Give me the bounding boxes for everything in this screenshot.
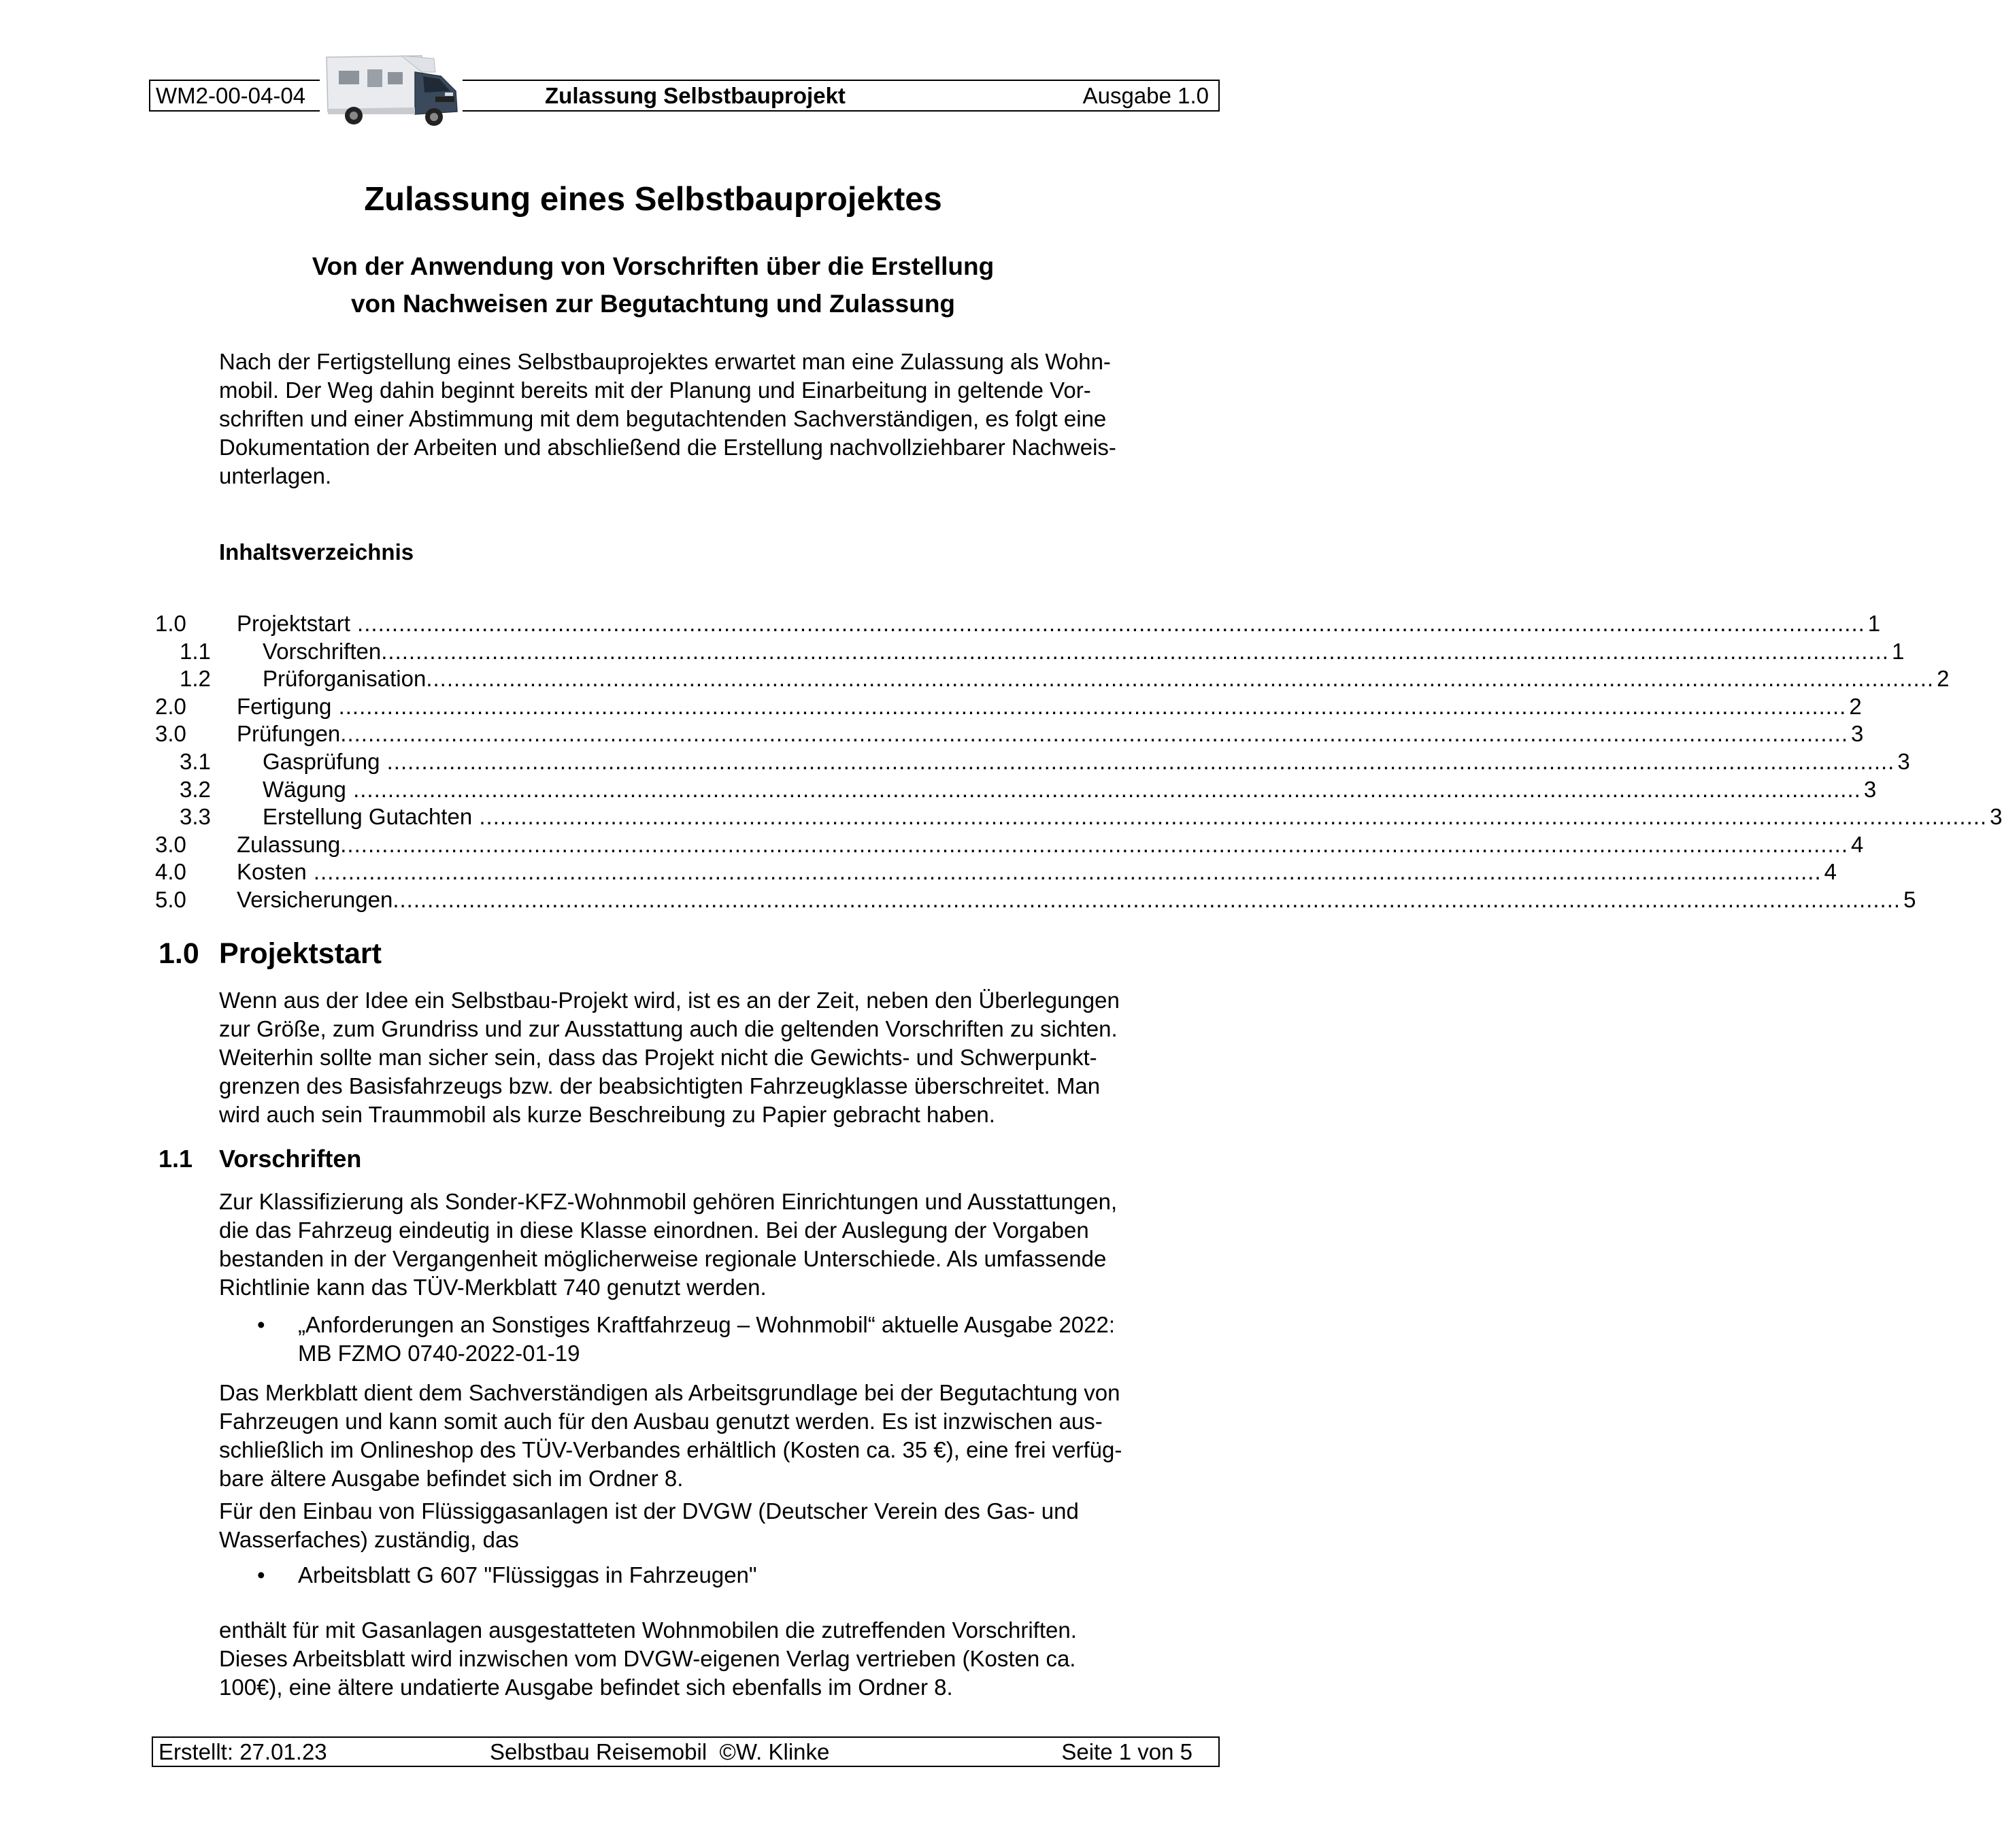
toc-leader: .......................................................................................................................................................................................................................... (472, 804, 1988, 830)
toc-entry[interactable] (155, 638, 1905, 666)
toc-number: 3.1 (180, 748, 211, 774)
toc-leader: .......................................................................................................................................................................................................................... (381, 638, 1889, 664)
subsection-heading (159, 1145, 361, 1173)
toc-page: 4 (1824, 859, 1837, 885)
header-edition: Ausgabe 1.0 (1082, 83, 1209, 108)
text-line: Arbeitsblatt G 607 "Flüssiggas in Fahrzeugen" (298, 1562, 757, 1587)
footer-created: Erstellt: 27.01.23 (159, 1739, 327, 1764)
document-title: Zulassung eines Selbstbauprojektes (364, 181, 942, 218)
toc-entry[interactable] (155, 610, 1881, 638)
toc-number: 3.0 (155, 721, 186, 747)
section-heading (159, 937, 382, 971)
toc-page: 3 (1851, 721, 1864, 747)
toc-text: Projektstart (237, 611, 350, 636)
toc-number: 3.3 (180, 804, 211, 830)
bullet-icon: • (257, 1312, 265, 1337)
toc-text: Gasprüfung (263, 748, 380, 774)
toc-text: Fertigung (237, 693, 332, 719)
section-number: 1.1 (159, 1145, 193, 1173)
text-line: Nach der Fertigstellung eines Selbstbauprojektes erwartet man eine Zulassung als Wohn- (219, 349, 1111, 374)
toc-page: 2 (1849, 693, 1862, 719)
text-line: mobil. Der Weg dahin beginnt bereits mit der Planung und Einarbeitung in geltende Vor- (219, 377, 1091, 403)
intro-paragraph (219, 348, 1199, 490)
toc-number: 1.1 (180, 638, 211, 664)
document-subtitle (0, 248, 1306, 322)
toc-leader: .......................................................................................................................................................................................................................... (306, 859, 1822, 885)
toc-text: Prüfungen (237, 721, 341, 747)
toc-entry[interactable] (155, 693, 1862, 721)
text-line: Fahrzeugen und kann somit auch für den Ausbau genutzt werden. Es ist inzwischen aus- (219, 1409, 1103, 1434)
toc-text: Versicherungen (237, 886, 393, 912)
toc-page: 3 (1863, 776, 1877, 802)
footer-page-number: Seite 1 von 5 (1061, 1739, 1192, 1764)
toc-leader: .......................................................................................................................................................................................................................... (346, 776, 1861, 802)
text-line: 100€), eine ältere undatierte Ausgabe befindet sich ebenfalls im Ordner 8. (219, 1675, 953, 1700)
text-line: Wasserfaches) zuständig, das (219, 1527, 519, 1552)
text-line: schriften und einer Abstimmung mit dem begutachtenden Sachverständigen, es folgt eine (219, 406, 1107, 431)
footer-copyright: Selbstbau Reisemobil ©W. Klinke (490, 1739, 830, 1764)
toc-entry[interactable] (155, 720, 1864, 748)
toc-text: Prüforganisation (263, 666, 427, 692)
text-line: Richtlinie kann das TÜV-Merkblatt 740 genutzt werden. (219, 1275, 767, 1300)
section-paragraph (219, 1379, 1199, 1493)
page-footer (152, 1736, 1220, 1767)
toc-leader: .......................................................................................................................................................................................................................... (340, 831, 1848, 857)
toc-number: 1.2 (180, 666, 211, 692)
motorhome-logo (320, 49, 463, 129)
text-line: „Anforderungen an Sonstiges Kraftfahrzeug – Wohnmobil“ aktuelle Ausgabe 2022: (298, 1312, 1116, 1337)
toc-page: 1 (1891, 638, 1905, 664)
page-header (149, 80, 1220, 112)
text-line: Dieses Arbeitsblatt wird inzwischen vom DVGW-eigenen Verlag vertrieben (Kosten ca. (219, 1646, 1076, 1671)
toc-leader: .......................................................................................................................................................................................................................... (380, 748, 1895, 774)
bullet-text (298, 1311, 1223, 1368)
toc-page: 5 (1903, 886, 1916, 912)
toc-leader: .......................................................................................................................................................................................................................... (340, 721, 1849, 747)
toc-text: Erstellung Gutachten (263, 804, 473, 830)
section-number: 1.0 (159, 937, 199, 970)
text-line: unterlagen. (219, 463, 332, 488)
text-line: die das Fahrzeug eindeutig in diese Klasse einordnen. Bei der Auslegung der Vorgaben (219, 1217, 1089, 1243)
toc-number: 1.0 (155, 611, 186, 636)
text-line: zur Größe, zum Grundriss und zur Ausstattung auch die geltenden Vorschriften zu sichten. (219, 1016, 1118, 1041)
toc-entry[interactable] (155, 776, 1877, 804)
toc-entry[interactable] (155, 886, 1916, 914)
text-line: wird auch sein Traummobil als kurze Beschreibung zu Papier gebracht haben. (219, 1102, 995, 1127)
toc-page: 2 (1937, 666, 1950, 692)
toc-entry[interactable] (155, 831, 1864, 859)
text-line: Zur Klassifizierung als Sonder-KFZ-Wohnmobil gehören Einrichtungen und Ausstattungen, (219, 1189, 1118, 1214)
header-doc-id: WM2-00-04-04 (156, 83, 306, 108)
toc-text: Zulassung (237, 831, 341, 857)
toc-leader: .......................................................................................................................................................................................................................... (350, 611, 1865, 636)
text-line: schließlich im Onlineshop des TÜV-Verbandes erhältlich (Kosten ca. 35 €), eine frei verfüg- (219, 1437, 1122, 1462)
section-title: Projektstart (219, 937, 382, 970)
text-line: bestanden in der Vergangenheit möglicherweise regionale Unterschiede. Als umfassende (219, 1246, 1107, 1271)
toc-leader: .......................................................................................................................................................................................................................... (393, 886, 1901, 912)
toc-page: 3 (1897, 748, 1910, 774)
toc-number: 3.0 (155, 831, 186, 857)
toc-leader: .......................................................................................................................................................................................................................... (426, 666, 1935, 692)
text-line: bare ältere Ausgabe befindet sich im Ordner 8. (219, 1466, 684, 1491)
toc-page: 4 (1851, 831, 1864, 857)
section-title: Vorschriften (219, 1145, 362, 1173)
toc-text: Wägung (263, 776, 346, 802)
text-line: enthält für mit Gasanlagen ausgestatteten Wohnmobilen die zutreffenden Vorschriften. (219, 1617, 1077, 1643)
section-paragraph (219, 1497, 1199, 1554)
toc-title: Inhaltsverzeichnis (219, 539, 414, 565)
toc-entry[interactable] (155, 748, 1910, 776)
section-paragraph (219, 1188, 1199, 1302)
toc-number: 2.0 (155, 693, 186, 719)
text-line: Wenn aus der Idee ein Selbstbau-Projekt wird, ist es an der Zeit, neben den Überlegungen (219, 988, 1120, 1013)
toc-text: Vorschriften (263, 638, 382, 664)
text-line: Für den Einbau von Flüssiggasanlagen ist der DVGW (Deutscher Verein des Gas- und (219, 1498, 1079, 1524)
toc-page: 3 (1990, 804, 2002, 830)
text-line: Das Merkblatt dient dem Sachverständigen als Arbeitsgrundlage bei der Begutachtung von (219, 1380, 1120, 1405)
table-of-contents (155, 610, 2002, 914)
bullet-icon: • (257, 1562, 265, 1587)
toc-entry[interactable] (155, 665, 1950, 693)
toc-number: 4.0 (155, 859, 186, 885)
toc-entry[interactable] (155, 858, 1837, 886)
bullet-text (298, 1561, 1223, 1590)
toc-leader: .......................................................................................................................................................................................................................... (331, 693, 1847, 719)
toc-number: 3.2 (180, 776, 211, 802)
text-line: Weiterhin sollte man sicher sein, dass das Projekt nicht die Gewichts- und Schwerpunkt- (219, 1045, 1097, 1070)
section-paragraph (219, 986, 1199, 1129)
subtitle-line: Von der Anwendung von Vorschriften über die Erstellung (312, 252, 995, 280)
toc-entry[interactable] (155, 803, 2002, 831)
toc-number: 5.0 (155, 886, 186, 912)
text-line: grenzen des Basisfahrzeugs bzw. der beabsichtigten Fahrzeugklasse überschreitet. Man (219, 1073, 1101, 1098)
section-paragraph (219, 1616, 1199, 1702)
header-title: Zulassung Selbstbauprojekt (545, 83, 846, 108)
toc-page: 1 (1867, 611, 1881, 636)
text-line: Dokumentation der Arbeiten und abschließend die Erstellung nachvollziehbarer Nachweis- (219, 435, 1116, 460)
toc-text: Kosten (237, 859, 307, 885)
text-line: MB FZMO 0740-2022-01-19 (298, 1341, 580, 1366)
subtitle-line: von Nachweisen zur Begutachtung und Zulassung (350, 290, 956, 318)
